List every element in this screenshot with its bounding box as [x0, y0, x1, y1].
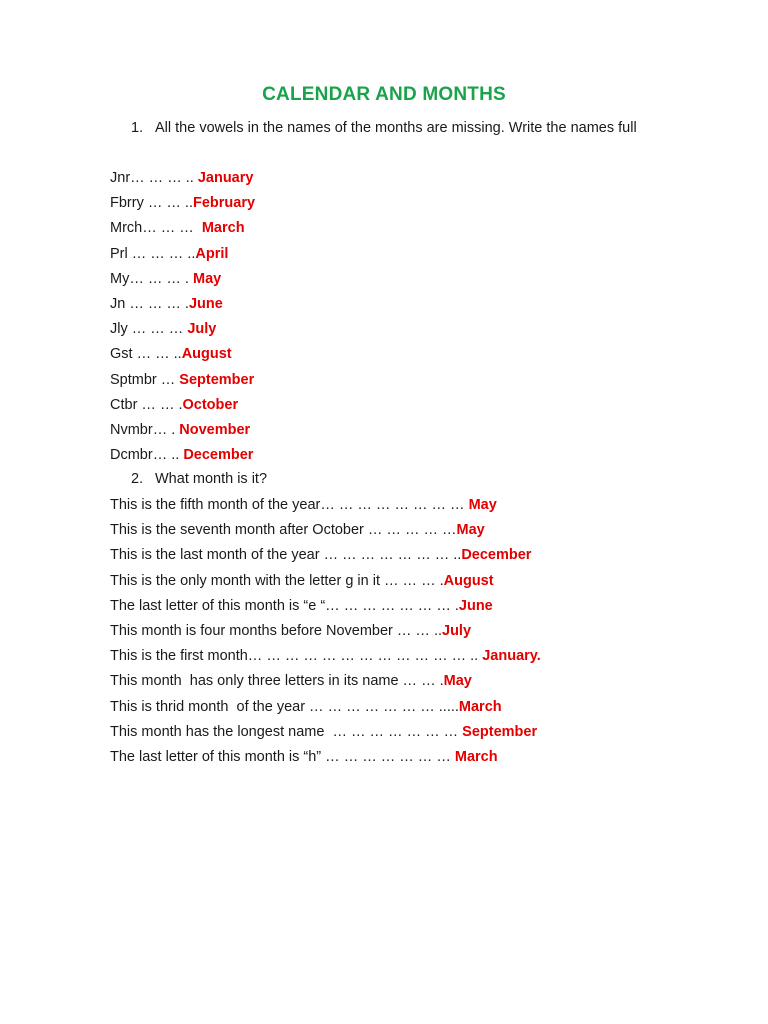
item-answer: December	[183, 447, 254, 464]
item-answer: May	[468, 497, 497, 513]
list-item	[110, 317, 255, 342]
list-item	[110, 368, 255, 393]
list-item	[110, 569, 541, 594]
item-prompt: This is the first month… … … … … … … … … … … … ..	[110, 648, 483, 665]
question-1-list	[110, 166, 255, 468]
list-item	[110, 644, 541, 669]
item-answer: August	[443, 572, 494, 589]
question-2-list	[110, 493, 541, 770]
item-prompt: Nvmbr… .	[110, 421, 180, 438]
question-2-number: 2.	[131, 471, 144, 487]
page-title: CALENDAR AND MONTHS	[262, 84, 506, 105]
item-answer: March	[458, 698, 502, 715]
question-1-number: 1.	[131, 120, 144, 136]
item-answer: November	[179, 421, 251, 438]
item-prompt: Ctbr … … .	[110, 396, 183, 413]
item-answer: May	[192, 270, 222, 287]
item-answer: February	[192, 195, 256, 212]
list-item	[110, 267, 255, 292]
item-answer: May	[456, 522, 485, 539]
item-answer: January.	[482, 648, 541, 665]
question-1-heading	[131, 116, 671, 141]
item-prompt: This is thrid month of the year … … … … … … … .....	[110, 698, 459, 715]
list-item	[110, 518, 541, 543]
item-answer: July	[442, 622, 472, 639]
item-prompt: This is the only month with the letter g in it … … … .	[110, 572, 444, 589]
item-prompt: This month is four months before November … … ..	[110, 622, 443, 639]
item-prompt: Dcmbr… ..	[110, 447, 184, 464]
list-item	[110, 594, 541, 619]
question-2-text: What month is it?	[155, 471, 268, 487]
item-prompt: Jly … … …	[110, 321, 188, 338]
list-item	[110, 418, 255, 443]
item-prompt: Prl … … … ..	[110, 245, 196, 262]
item-prompt: This month has only three letters in its name … … .	[110, 673, 444, 690]
item-answer: September	[179, 371, 255, 388]
list-item	[110, 342, 255, 367]
item-answer: March	[201, 220, 245, 237]
item-prompt: This is the last month of the year … … … … … … … ..	[110, 547, 462, 564]
list-item	[110, 216, 255, 241]
list-item	[110, 619, 541, 644]
item-answer: May	[443, 673, 472, 690]
item-prompt: The last letter of this month is “h” … … … … … … …	[110, 748, 455, 765]
item-answer: June	[458, 597, 493, 614]
item-answer: September	[462, 723, 538, 740]
question-1-text: All the vowels in the names of the months are missing. Write the names full	[155, 120, 637, 136]
list-item	[110, 166, 255, 191]
item-answer: March	[454, 748, 498, 765]
list-item	[110, 242, 255, 267]
item-answer: December	[461, 547, 532, 564]
list-item	[110, 695, 541, 720]
item-prompt: This is the fifth month of the year… … … … … … … …	[110, 497, 469, 513]
item-answer: July	[187, 321, 217, 338]
list-item	[110, 292, 255, 317]
list-item	[110, 493, 541, 518]
item-answer: June	[188, 295, 223, 312]
list-item	[110, 393, 255, 418]
item-answer: January	[197, 170, 254, 186]
list-item	[110, 191, 255, 216]
question-2-heading	[131, 467, 671, 492]
item-prompt: Jn … … … .	[110, 295, 189, 312]
item-answer: October	[182, 396, 239, 413]
item-prompt: This is the seventh month after October … … … … …	[110, 522, 457, 539]
list-item	[110, 543, 541, 568]
item-prompt: This month has the longest name … … … … … … …	[110, 723, 463, 740]
item-prompt: Fbrry … … ..	[110, 195, 193, 212]
list-item	[110, 745, 541, 770]
list-item	[110, 443, 255, 468]
list-item	[110, 720, 541, 745]
item-prompt: Jnr… … … ..	[110, 170, 198, 186]
item-prompt: My… … … .	[110, 270, 193, 287]
item-answer: April	[195, 245, 229, 262]
item-prompt: Mrch… … …	[110, 220, 202, 237]
item-prompt: Gst … … ..	[110, 346, 182, 363]
item-prompt: Sptmbr …	[110, 371, 180, 388]
list-item	[110, 669, 541, 694]
item-prompt: The last letter of this month is “e “… … … … … … … .	[110, 597, 459, 614]
item-answer: August	[181, 346, 232, 363]
